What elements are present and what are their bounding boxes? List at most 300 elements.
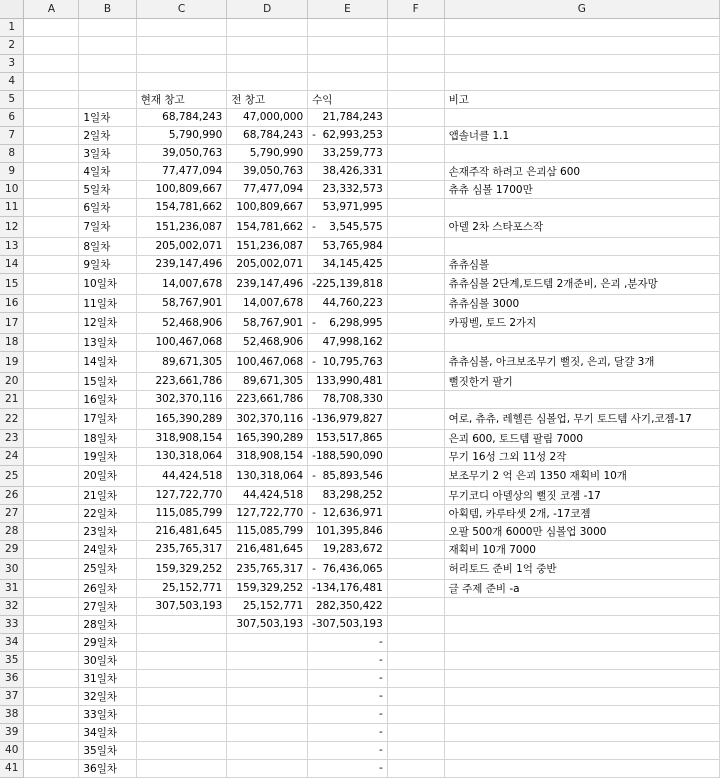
cell-f[interactable] <box>387 372 444 390</box>
cell-profit[interactable] <box>308 255 388 273</box>
cell-prev-stock[interactable]: 25,152,771 <box>227 597 308 615</box>
cell-profit[interactable] <box>308 723 388 741</box>
cell-a[interactable] <box>24 522 79 540</box>
cell-day[interactable] <box>79 90 136 108</box>
cell-profit[interactable] <box>308 522 388 540</box>
cell-a[interactable] <box>24 741 79 759</box>
cell-prev-stock[interactable] <box>227 651 308 669</box>
row-header[interactable]: 39 <box>0 723 24 741</box>
cell-f[interactable] <box>387 486 444 504</box>
row-header[interactable]: 25 <box>0 465 24 486</box>
cell-note[interactable]: 아획템, 카루타셋 2개, -17코젬 <box>444 504 719 522</box>
cell-profit[interactable] <box>308 144 388 162</box>
cell-current-stock[interactable]: 223,661,786 <box>136 372 227 390</box>
row-header[interactable]: 29 <box>0 540 24 558</box>
cell-current-stock[interactable]: 165,390,289 <box>136 408 227 429</box>
cell-note[interactable]: 허리토드 준비 1억 중반 <box>444 558 719 579</box>
cell-profit[interactable] <box>308 633 388 651</box>
cell-current-stock[interactable] <box>136 759 227 777</box>
cell-current-stock[interactable] <box>136 741 227 759</box>
column-header-d[interactable]: D <box>227 0 308 18</box>
cell-a[interactable] <box>24 597 79 615</box>
cell-prev-stock[interactable]: 216,481,645 <box>227 540 308 558</box>
header-profit[interactable] <box>308 90 388 108</box>
cell-f[interactable] <box>387 651 444 669</box>
cell-note[interactable] <box>444 633 719 651</box>
cell-prev-stock[interactable]: 239,147,496 <box>227 273 308 294</box>
cell-day[interactable] <box>79 486 136 504</box>
cell-prev-stock[interactable]: 307,503,193 <box>227 615 308 633</box>
cell-note[interactable]: 츄츄심볼 2단계,토드템 2개준비, 은괴 ,분자망 <box>444 273 719 294</box>
row-header[interactable]: 33 <box>0 615 24 633</box>
cell-prev-stock[interactable] <box>227 723 308 741</box>
cell-day[interactable] <box>79 255 136 273</box>
cell-day[interactable] <box>79 390 136 408</box>
row-header[interactable]: 12 <box>0 216 24 237</box>
cell-a[interactable] <box>24 333 79 351</box>
cell-profit[interactable] <box>308 669 388 687</box>
cell-prev-stock[interactable]: 127,722,770 <box>227 504 308 522</box>
cell-note[interactable]: 뻘짓한거 팔기 <box>444 372 719 390</box>
cell-current-stock[interactable]: 154,781,662 <box>136 198 227 216</box>
cell-day[interactable] <box>79 198 136 216</box>
cell-f[interactable] <box>387 390 444 408</box>
cell-current-stock[interactable]: 68,784,243 <box>136 108 227 126</box>
header-current-stock[interactable]: 현재 창고 <box>136 90 227 108</box>
cell-current-stock[interactable]: 235,765,317 <box>136 540 227 558</box>
cell-a[interactable] <box>24 486 79 504</box>
select-all-corner[interactable] <box>0 0 24 18</box>
cell-day[interactable] <box>79 237 136 255</box>
cell-day[interactable] <box>79 216 136 237</box>
cell-note[interactable] <box>444 705 719 723</box>
cell-profit[interactable] <box>308 447 388 465</box>
cell-day[interactable] <box>79 294 136 312</box>
cell-prev-stock[interactable]: 89,671,305 <box>227 372 308 390</box>
cell-profit[interactable] <box>308 198 388 216</box>
cell-a[interactable] <box>24 372 79 390</box>
cell-prev-stock[interactable] <box>227 36 308 54</box>
cell-note[interactable]: 츄츄 심볼 1700만 <box>444 180 719 198</box>
cell-a[interactable] <box>24 579 79 597</box>
cell-a[interactable] <box>24 237 79 255</box>
cell-prev-stock[interactable] <box>227 18 308 36</box>
cell-note[interactable] <box>444 72 719 90</box>
cell-day[interactable] <box>79 273 136 294</box>
cell-current-stock[interactable]: 89,671,305 <box>136 351 227 372</box>
cell-profit[interactable] <box>308 162 388 180</box>
row-header[interactable]: 22 <box>0 408 24 429</box>
cell-prev-stock[interactable] <box>227 759 308 777</box>
cell-day[interactable] <box>79 579 136 597</box>
cell-prev-stock[interactable]: 154,781,662 <box>227 216 308 237</box>
cell-prev-stock[interactable]: 151,236,087 <box>227 237 308 255</box>
cell-a[interactable] <box>24 312 79 333</box>
row-header[interactable]: 7 <box>0 126 24 144</box>
cell-a[interactable] <box>24 162 79 180</box>
cell-a[interactable] <box>24 255 79 273</box>
row-header[interactable]: 3 <box>0 54 24 72</box>
row-header[interactable]: 5 <box>0 90 24 108</box>
row-header[interactable]: 9 <box>0 162 24 180</box>
cell-day[interactable] <box>79 705 136 723</box>
cell-f[interactable] <box>387 522 444 540</box>
row-header[interactable]: 10 <box>0 180 24 198</box>
cell-f[interactable] <box>387 90 444 108</box>
cell-prev-stock[interactable]: 115,085,799 <box>227 522 308 540</box>
cell-prev-stock[interactable]: 159,329,252 <box>227 579 308 597</box>
cell-prev-stock[interactable] <box>227 54 308 72</box>
cell-day[interactable] <box>79 651 136 669</box>
cell-a[interactable] <box>24 351 79 372</box>
row-header[interactable]: 27 <box>0 504 24 522</box>
cell-f[interactable] <box>387 447 444 465</box>
row-header[interactable]: 18 <box>0 333 24 351</box>
cell-day[interactable] <box>79 126 136 144</box>
cell-note[interactable]: 글 주제 준비 -a <box>444 579 719 597</box>
row-header[interactable]: 1 <box>0 18 24 36</box>
row-header[interactable]: 13 <box>0 237 24 255</box>
cell-profit[interactable] <box>308 615 388 633</box>
cell-profit[interactable] <box>308 294 388 312</box>
cell-current-stock[interactable]: 100,809,667 <box>136 180 227 198</box>
row-header[interactable]: 28 <box>0 522 24 540</box>
cell-day[interactable] <box>79 465 136 486</box>
cell-f[interactable] <box>387 36 444 54</box>
row-header[interactable]: 20 <box>0 372 24 390</box>
cell-prev-stock[interactable] <box>227 633 308 651</box>
cell-prev-stock[interactable] <box>227 72 308 90</box>
cell-note[interactable]: 츄츄심볼 3000 <box>444 294 719 312</box>
cell-f[interactable] <box>387 504 444 522</box>
cell-profit[interactable] <box>308 126 388 144</box>
cell-day[interactable] <box>79 351 136 372</box>
cell-day[interactable] <box>79 429 136 447</box>
cell-f[interactable] <box>387 633 444 651</box>
cell-a[interactable] <box>24 18 79 36</box>
cell-a[interactable] <box>24 273 79 294</box>
cell-a[interactable] <box>24 687 79 705</box>
cell-day[interactable] <box>79 18 136 36</box>
cell-note[interactable] <box>444 54 719 72</box>
cell-profit[interactable] <box>308 705 388 723</box>
cell-note[interactable]: 앱솔너클 1.1 <box>444 126 719 144</box>
cell-f[interactable] <box>387 465 444 486</box>
row-header[interactable]: 14 <box>0 255 24 273</box>
cell-note[interactable]: 오팔 500개 6000만 심볼업 3000 <box>444 522 719 540</box>
cell-a[interactable] <box>24 216 79 237</box>
cell-note[interactable]: 츄츄심볼 <box>444 255 719 273</box>
row-header[interactable]: 4 <box>0 72 24 90</box>
cell-profit[interactable] <box>308 558 388 579</box>
cell-prev-stock[interactable] <box>227 705 308 723</box>
cell-current-stock[interactable]: 14,007,678 <box>136 273 227 294</box>
column-header-g[interactable]: G <box>444 0 719 18</box>
row-header[interactable]: 16 <box>0 294 24 312</box>
cell-f[interactable] <box>387 198 444 216</box>
column-header-b[interactable]: B <box>79 0 136 18</box>
cell-profit[interactable] <box>308 273 388 294</box>
column-header-a[interactable]: A <box>24 0 79 18</box>
cell-note[interactable]: 무기 16성 그외 11성 2작 <box>444 447 719 465</box>
cell-f[interactable] <box>387 558 444 579</box>
cell-prev-stock[interactable]: 302,370,116 <box>227 408 308 429</box>
cell-note[interactable] <box>444 36 719 54</box>
cell-current-stock[interactable]: 39,050,763 <box>136 144 227 162</box>
cell-current-stock[interactable]: 25,152,771 <box>136 579 227 597</box>
cell-f[interactable] <box>387 615 444 633</box>
header-notes[interactable]: 비고 <box>444 90 719 108</box>
cell-note[interactable] <box>444 18 719 36</box>
cell-day[interactable] <box>79 669 136 687</box>
cell-profit[interactable] <box>308 540 388 558</box>
cell-a[interactable] <box>24 759 79 777</box>
cell-current-stock[interactable] <box>136 615 227 633</box>
cell-a[interactable] <box>24 504 79 522</box>
cell-current-stock[interactable]: 52,468,906 <box>136 312 227 333</box>
cell-a[interactable] <box>24 294 79 312</box>
cell-profit[interactable] <box>308 18 388 36</box>
cell-prev-stock[interactable]: 165,390,289 <box>227 429 308 447</box>
cell-note[interactable] <box>444 108 719 126</box>
cell-day[interactable] <box>79 687 136 705</box>
cell-prev-stock[interactable]: 5,790,990 <box>227 144 308 162</box>
cell-day[interactable] <box>79 558 136 579</box>
cell-current-stock[interactable] <box>136 54 227 72</box>
cell-note[interactable]: 손재주작 하려고 은괴삼 600 <box>444 162 719 180</box>
cell-note[interactable] <box>444 741 719 759</box>
cell-day[interactable] <box>79 372 136 390</box>
cell-current-stock[interactable] <box>136 18 227 36</box>
cell-a[interactable] <box>24 651 79 669</box>
cell-current-stock[interactable] <box>136 705 227 723</box>
cell-f[interactable] <box>387 216 444 237</box>
cell-profit[interactable] <box>308 54 388 72</box>
cell-f[interactable] <box>387 723 444 741</box>
cell-a[interactable] <box>24 144 79 162</box>
cell-f[interactable] <box>387 54 444 72</box>
cell-profit[interactable] <box>308 36 388 54</box>
cell-a[interactable] <box>24 429 79 447</box>
row-header[interactable]: 19 <box>0 351 24 372</box>
cell-note[interactable] <box>444 198 719 216</box>
cell-a[interactable] <box>24 465 79 486</box>
cell-current-stock[interactable] <box>136 72 227 90</box>
cell-day[interactable] <box>79 447 136 465</box>
cell-profit[interactable] <box>308 333 388 351</box>
cell-profit[interactable] <box>308 180 388 198</box>
column-header-e[interactable]: E <box>308 0 388 18</box>
cell-f[interactable] <box>387 741 444 759</box>
row-header[interactable]: 40 <box>0 741 24 759</box>
cell-current-stock[interactable]: 127,722,770 <box>136 486 227 504</box>
cell-profit[interactable] <box>308 390 388 408</box>
cell-note[interactable]: 여로, 츄츄, 레헬른 심볼업, 무기 토드템 사기,코젬-17 <box>444 408 719 429</box>
cell-a[interactable] <box>24 108 79 126</box>
row-header[interactable]: 23 <box>0 429 24 447</box>
row-header[interactable]: 15 <box>0 273 24 294</box>
cell-profit[interactable] <box>308 237 388 255</box>
cell-current-stock[interactable] <box>136 651 227 669</box>
cell-a[interactable] <box>24 558 79 579</box>
cell-day[interactable] <box>79 54 136 72</box>
cell-profit[interactable] <box>308 351 388 372</box>
cell-a[interactable] <box>24 705 79 723</box>
cell-f[interactable] <box>387 273 444 294</box>
cell-prev-stock[interactable]: 44,424,518 <box>227 486 308 504</box>
cell-f[interactable] <box>387 579 444 597</box>
cell-a[interactable] <box>24 126 79 144</box>
cell-prev-stock[interactable]: 100,467,068 <box>227 351 308 372</box>
cell-profit[interactable] <box>308 486 388 504</box>
cell-a[interactable] <box>24 198 79 216</box>
cell-profit[interactable] <box>308 372 388 390</box>
cell-f[interactable] <box>387 687 444 705</box>
row-header[interactable]: 41 <box>0 759 24 777</box>
cell-profit[interactable] <box>308 579 388 597</box>
cell-day[interactable] <box>79 36 136 54</box>
cell-note[interactable]: 아델 2차 스타포스작 <box>444 216 719 237</box>
cell-current-stock[interactable] <box>136 687 227 705</box>
cell-a[interactable] <box>24 54 79 72</box>
cell-a[interactable] <box>24 615 79 633</box>
cell-f[interactable] <box>387 255 444 273</box>
cell-f[interactable] <box>387 312 444 333</box>
cell-profit[interactable] <box>308 504 388 522</box>
cell-a[interactable] <box>24 408 79 429</box>
cell-current-stock[interactable] <box>136 36 227 54</box>
cell-current-stock[interactable]: 5,790,990 <box>136 126 227 144</box>
cell-profit[interactable] <box>308 408 388 429</box>
cell-profit[interactable] <box>308 216 388 237</box>
cell-current-stock[interactable]: 44,424,518 <box>136 465 227 486</box>
cell-prev-stock[interactable]: 235,765,317 <box>227 558 308 579</box>
cell-day[interactable] <box>79 759 136 777</box>
cell-day[interactable] <box>79 333 136 351</box>
cell-f[interactable] <box>387 126 444 144</box>
cell-note[interactable] <box>444 615 719 633</box>
cell-f[interactable] <box>387 705 444 723</box>
cell-profit[interactable] <box>308 597 388 615</box>
cell-profit[interactable] <box>308 312 388 333</box>
cell-day[interactable] <box>79 741 136 759</box>
cell-a[interactable] <box>24 447 79 465</box>
cell-note[interactable] <box>444 144 719 162</box>
cell-current-stock[interactable]: 151,236,087 <box>136 216 227 237</box>
cell-prev-stock[interactable] <box>227 741 308 759</box>
cell-f[interactable] <box>387 597 444 615</box>
cell-day[interactable] <box>79 144 136 162</box>
cell-prev-stock[interactable] <box>227 687 308 705</box>
row-header[interactable]: 21 <box>0 390 24 408</box>
row-header[interactable]: 32 <box>0 597 24 615</box>
cell-f[interactable] <box>387 759 444 777</box>
cell-note[interactable]: 보조무기 2 억 은괴 1350 재획비 10개 <box>444 465 719 486</box>
cell-current-stock[interactable]: 307,503,193 <box>136 597 227 615</box>
cell-a[interactable] <box>24 180 79 198</box>
cell-prev-stock[interactable] <box>227 669 308 687</box>
cell-profit[interactable] <box>308 429 388 447</box>
cell-f[interactable] <box>387 162 444 180</box>
cell-a[interactable] <box>24 723 79 741</box>
cell-current-stock[interactable]: 302,370,116 <box>136 390 227 408</box>
row-header[interactable]: 8 <box>0 144 24 162</box>
cell-f[interactable] <box>387 72 444 90</box>
cell-day[interactable] <box>79 504 136 522</box>
cell-current-stock[interactable]: 100,467,068 <box>136 333 227 351</box>
cell-current-stock[interactable] <box>136 723 227 741</box>
cell-day[interactable] <box>79 162 136 180</box>
cell-prev-stock[interactable]: 77,477,094 <box>227 180 308 198</box>
cell-note[interactable] <box>444 651 719 669</box>
cell-day[interactable] <box>79 597 136 615</box>
row-header[interactable]: 30 <box>0 558 24 579</box>
column-header-f[interactable]: F <box>387 0 444 18</box>
row-header[interactable]: 37 <box>0 687 24 705</box>
cell-f[interactable] <box>387 333 444 351</box>
cell-current-stock[interactable]: 239,147,496 <box>136 255 227 273</box>
header-prev-stock[interactable]: 전 창고 <box>227 90 308 108</box>
cell-prev-stock[interactable]: 14,007,678 <box>227 294 308 312</box>
cell-current-stock[interactable]: 77,477,094 <box>136 162 227 180</box>
cell-note[interactable] <box>444 390 719 408</box>
cell-day[interactable] <box>79 72 136 90</box>
cell-current-stock[interactable]: 216,481,645 <box>136 522 227 540</box>
row-header[interactable]: 24 <box>0 447 24 465</box>
cell-prev-stock[interactable]: 68,784,243 <box>227 126 308 144</box>
cell-note[interactable]: 츄츄심볼, 아크보조무기 뻘짓, 은괴, 달걀 3개 <box>444 351 719 372</box>
cell-note[interactable] <box>444 723 719 741</box>
row-header[interactable]: 2 <box>0 36 24 54</box>
row-header[interactable]: 31 <box>0 579 24 597</box>
cell-profit[interactable] <box>308 741 388 759</box>
cell-day[interactable] <box>79 633 136 651</box>
row-header[interactable]: 35 <box>0 651 24 669</box>
cell-profit[interactable] <box>308 72 388 90</box>
cell-day[interactable] <box>79 408 136 429</box>
cell-f[interactable] <box>387 144 444 162</box>
cell-a[interactable] <box>24 90 79 108</box>
cell-note[interactable]: 무기코디 아델상의 뻘짓 코젬 -17 <box>444 486 719 504</box>
cell-prev-stock[interactable]: 130,318,064 <box>227 465 308 486</box>
cell-day[interactable] <box>79 522 136 540</box>
cell-prev-stock[interactable]: 39,050,763 <box>227 162 308 180</box>
cell-a[interactable] <box>24 669 79 687</box>
cell-prev-stock[interactable]: 58,767,901 <box>227 312 308 333</box>
cell-note[interactable] <box>444 597 719 615</box>
cell-f[interactable] <box>387 108 444 126</box>
row-header[interactable]: 34 <box>0 633 24 651</box>
row-header[interactable]: 6 <box>0 108 24 126</box>
cell-profit[interactable] <box>308 465 388 486</box>
cell-current-stock[interactable] <box>136 669 227 687</box>
cell-profit[interactable] <box>308 651 388 669</box>
cell-f[interactable] <box>387 294 444 312</box>
cell-note[interactable]: 재획비 10개 7000 <box>444 540 719 558</box>
cell-note[interactable] <box>444 237 719 255</box>
cell-current-stock[interactable]: 205,002,071 <box>136 237 227 255</box>
cell-f[interactable] <box>387 237 444 255</box>
cell-a[interactable] <box>24 633 79 651</box>
cell-profit[interactable] <box>308 759 388 777</box>
cell-current-stock[interactable] <box>136 633 227 651</box>
cell-note[interactable]: 카핑벨, 토드 2가지 <box>444 312 719 333</box>
cell-f[interactable] <box>387 540 444 558</box>
cell-f[interactable] <box>387 351 444 372</box>
cell-day[interactable] <box>79 723 136 741</box>
cell-f[interactable] <box>387 180 444 198</box>
cell-day[interactable] <box>79 615 136 633</box>
